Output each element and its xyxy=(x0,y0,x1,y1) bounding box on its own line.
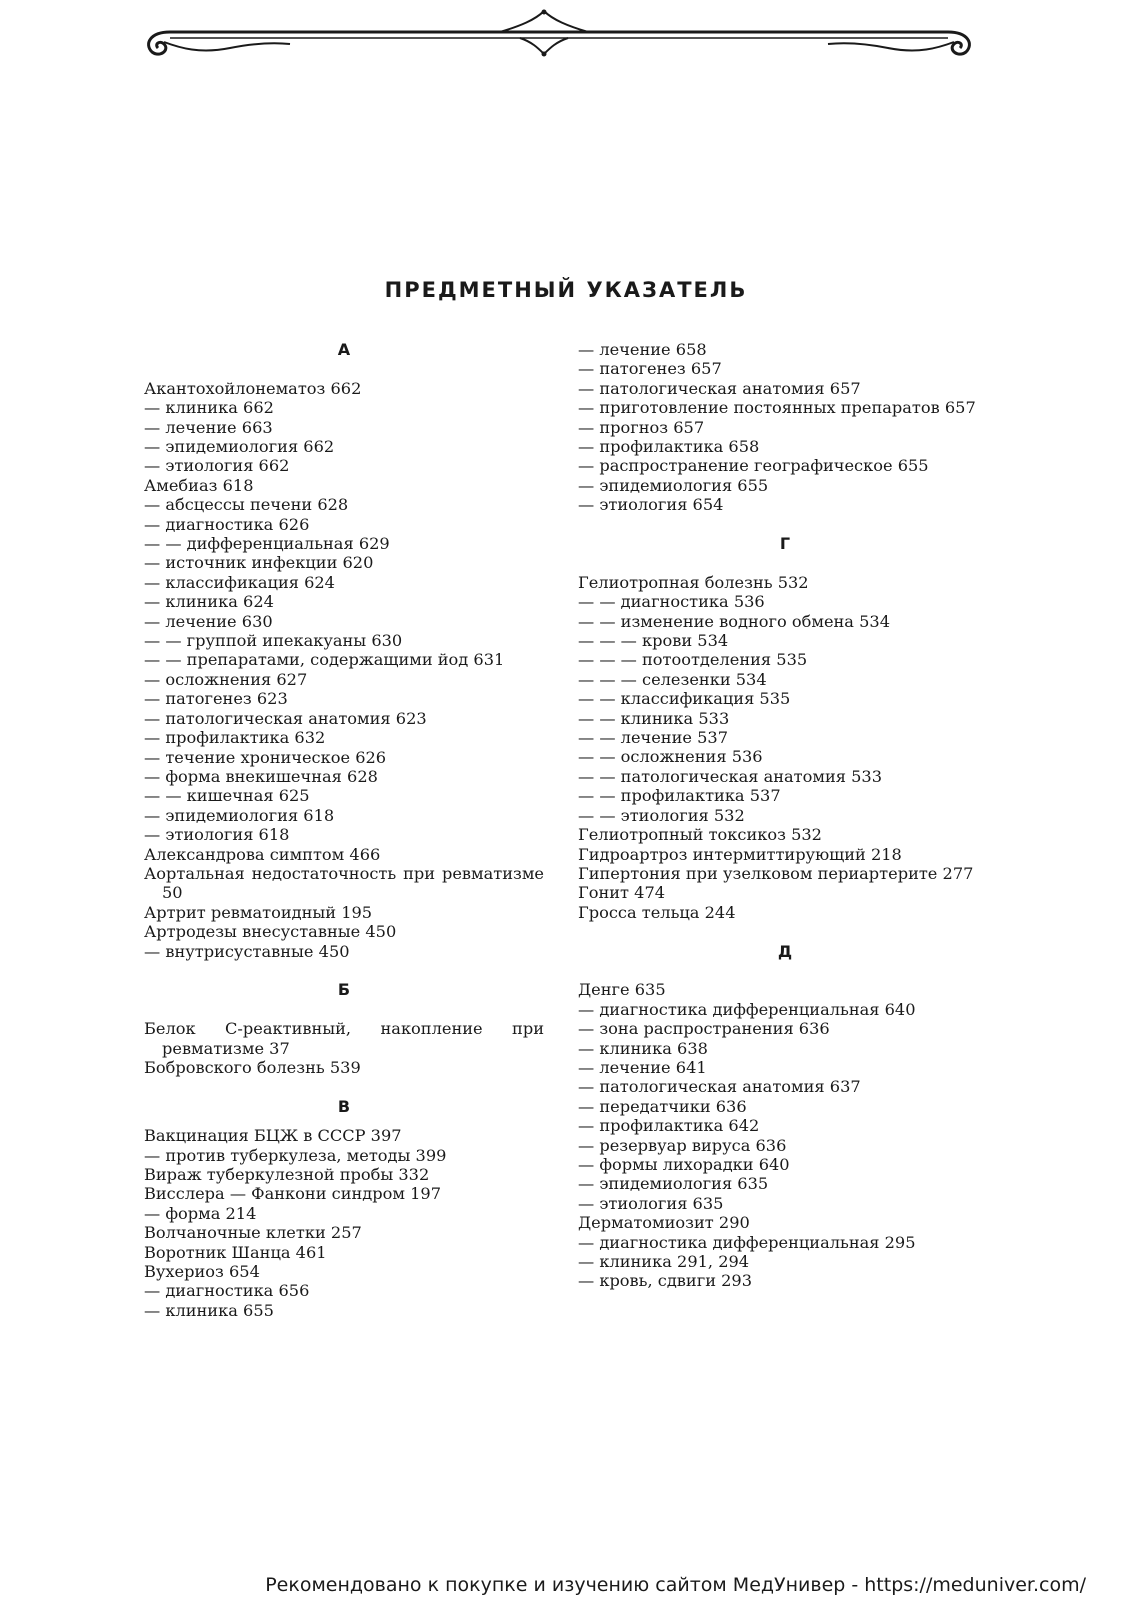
index-entry: — этиология 662 xyxy=(144,456,290,476)
header-ornament xyxy=(140,8,978,60)
index-entry: Артродезы внесуставные 450 xyxy=(144,922,397,942)
index-entry: — резервуар вируса 636 xyxy=(578,1135,787,1155)
index-entry: — патогенез 657 xyxy=(578,359,722,379)
section-letter-g: Г xyxy=(779,534,791,554)
index-entry: — распространение географическое 655 xyxy=(578,456,929,476)
index-entry: — источник инфекции 620 xyxy=(144,553,374,573)
index-entry: Денге 635 xyxy=(578,980,666,1000)
index-entry: Вираж туберкулезной пробы 332 xyxy=(144,1164,430,1184)
index-entry: Акантохойлонематоз 662 xyxy=(144,378,362,398)
index-entry: — — лечение 537 xyxy=(578,728,729,748)
index-entry: — профилактика 658 xyxy=(578,437,760,457)
section-letter-v: В xyxy=(337,1096,351,1116)
index-entry: — абсцессы печени 628 xyxy=(144,495,349,515)
page-title: ПРЕДМЕТНЫЙ УКАЗАТЕЛЬ xyxy=(384,278,748,302)
index-entry: — лечение 658 xyxy=(578,340,707,359)
index-entry: — диагностика 626 xyxy=(144,514,310,534)
index-entry: Дерматомиозит 290 xyxy=(578,1213,750,1233)
index-entry: — эпидемиология 635 xyxy=(578,1174,769,1194)
right-index-column xyxy=(578,340,992,1291)
index-entry: — этиология 618 xyxy=(144,825,290,845)
index-entry: Гелиотропный токсикоз 532 xyxy=(578,825,822,845)
index-entry: — передатчики 636 xyxy=(578,1096,747,1116)
index-entry: — приготовление постоянных препаратов 657 xyxy=(578,398,976,418)
index-entry: — — — потоотделения 535 xyxy=(578,650,808,670)
index-entry: Гипертония при узелковом периартерите 277 xyxy=(578,863,974,883)
index-entry: — патологическая анатомия 657 xyxy=(578,378,861,398)
index-entry: — патологическая анатомия 623 xyxy=(144,708,427,728)
index-entry: — лечение 663 xyxy=(144,417,273,437)
index-entry: — — патологическая анатомия 533 xyxy=(578,766,883,786)
index-entry: — эпидемиология 655 xyxy=(578,475,769,495)
index-entry: — лечение 641 xyxy=(578,1057,707,1077)
index-entry: — клиника 655 xyxy=(144,1300,274,1320)
index-entry: — форма 214 xyxy=(144,1203,257,1223)
section-letter-d: Д xyxy=(777,941,793,961)
index-entry: Белок С-реактивный, накопление при ревматизме 37 xyxy=(144,1019,544,1058)
index-entry: — форма внекишечная 628 xyxy=(144,766,378,786)
index-entry: — формы лихорадки 640 xyxy=(578,1154,790,1174)
index-entry: — профилактика 642 xyxy=(578,1116,760,1136)
index-entry: — — профилактика 537 xyxy=(578,786,781,806)
index-entry: Амебиаз 618 xyxy=(144,475,254,495)
index-entry: — клиника 662 xyxy=(144,398,274,418)
index-entry: Вухериоз 654 xyxy=(144,1261,260,1281)
index-entry: — эпидемиология 662 xyxy=(144,437,335,456)
index-entry: — лечение 630 xyxy=(144,611,273,631)
index-entry: — — клиника 533 xyxy=(578,708,730,728)
index-entry: — эпидемиология 618 xyxy=(144,805,335,825)
index-entry: — — дифференциальная 629 xyxy=(144,534,390,554)
index-entry: Вакцинация БЦЖ в СССР 397 xyxy=(144,1126,402,1146)
index-entry: — — группой ипекакуаны 630 xyxy=(144,631,403,651)
section-letter-b: Б xyxy=(337,980,351,1000)
index-entry: — против туберкулеза, методы 399 xyxy=(144,1145,447,1165)
index-entry: Аортальная недостаточность при ревматизме 50 xyxy=(144,863,544,903)
index-entry: — кровь, сдвиги 293 xyxy=(578,1271,753,1291)
index-entry: — течение хроническое 626 xyxy=(144,747,387,767)
index-entry: — этиология 635 xyxy=(578,1193,724,1213)
index-entry: — внутрисуставные 450 xyxy=(144,941,350,961)
index-entry: Гидроартроз интермиттирующий 218 xyxy=(578,844,902,864)
index-entry: — — кишечная 625 xyxy=(144,786,310,806)
index-entry: — — этиология 532 xyxy=(578,805,745,825)
index-entry: — этиология 654 xyxy=(578,495,724,515)
index-entry: — диагностика дифференциальная 640 xyxy=(578,999,916,1019)
index-entry: — патогенез 623 xyxy=(144,689,288,709)
index-entry: — диагностика дифференциальная 295 xyxy=(578,1232,916,1252)
index-entry: — прогноз 657 xyxy=(578,417,705,437)
left-index-column xyxy=(144,340,544,1320)
index-entry: — клиника 624 xyxy=(144,592,274,612)
index-entry: Волчаночные клетки 257 xyxy=(144,1223,362,1243)
index-entry: Александрова симптом 466 xyxy=(144,844,381,864)
index-entry: — осложнения 627 xyxy=(144,669,308,689)
index-entry: Артрит ревматоидный 195 xyxy=(144,902,373,922)
index-entry: — — — селезенки 534 xyxy=(578,669,767,689)
index-entry: Гонит 474 xyxy=(578,883,666,903)
index-entry: — диагностика 656 xyxy=(144,1281,310,1301)
index-entry: — патологическая анатомия 637 xyxy=(578,1077,861,1097)
index-entry: — профилактика 632 xyxy=(144,728,326,748)
index-entry: — — классификация 535 xyxy=(578,689,791,709)
section-letter-a: А xyxy=(337,340,351,359)
footer-recommendation: Рекомендовано к покупке и изучению сайтом МедУнивер - https://meduniver.com/ xyxy=(265,1574,1086,1596)
index-entry: — — диагностика 536 xyxy=(578,592,765,612)
index-entry: — — изменение водного обмена 534 xyxy=(578,611,891,631)
index-entry: — зона распространения 636 xyxy=(578,1019,830,1039)
index-entry: Бобровского болезнь 539 xyxy=(144,1057,361,1077)
index-entry: — — препаратами, содержащими йод 631 xyxy=(144,650,505,670)
index-entry: Воротник Шанца 461 xyxy=(144,1242,327,1262)
index-entry: — классификация 624 xyxy=(144,572,335,592)
index-entry: Гелиотропная болезнь 532 xyxy=(578,572,809,592)
index-entry: Висслера — Фанкони синдром 197 xyxy=(144,1184,441,1204)
index-entry: Гросса тельца 244 xyxy=(578,902,736,922)
index-entry: — — — крови 534 xyxy=(578,631,729,651)
index-entry: — — осложнения 536 xyxy=(578,747,763,767)
index-entry: — клиника 291, 294 xyxy=(578,1252,750,1271)
index-entry: — клиника 638 xyxy=(578,1038,708,1058)
